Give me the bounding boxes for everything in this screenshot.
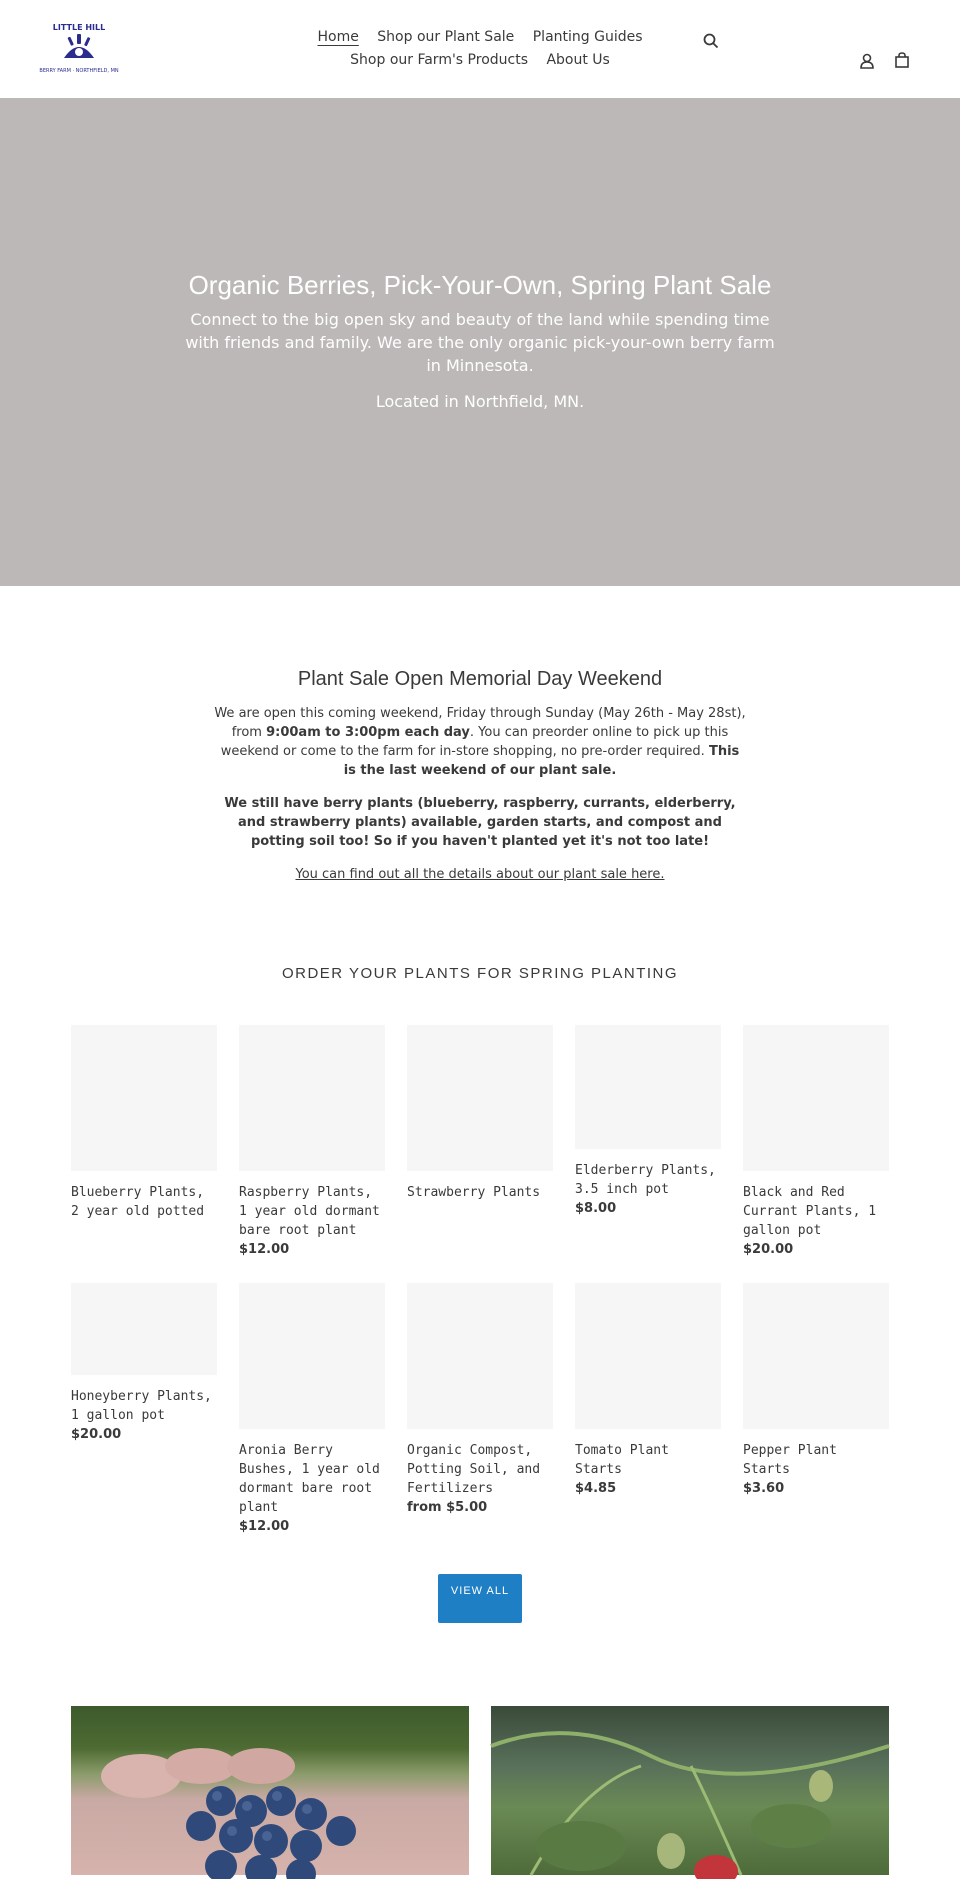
product-card[interactable] <box>743 1025 889 1259</box>
cart-icon[interactable] <box>891 49 913 71</box>
product-price: $3.60 <box>743 1481 785 1496</box>
main-nav <box>280 26 680 72</box>
product-name[interactable]: Blueberry Plants, 2 year old potted <box>71 1185 205 1219</box>
product-name[interactable]: Elderberry Plants, 3.5 inch pot <box>575 1163 716 1197</box>
hero-title: Organic Berries, Pick-Your-Own, Spring Plant Sale <box>188 270 772 300</box>
product-name[interactable]: Pepper Plant Starts <box>743 1443 837 1477</box>
notice-hours: 9:00am to 3:00pm each day <box>266 725 470 740</box>
product-name[interactable]: Strawberry Plants <box>407 1185 541 1200</box>
product-price: from $5.00 <box>407 1500 488 1515</box>
strawberries-image[interactable] <box>491 1706 889 1875</box>
product-image[interactable] <box>71 1283 217 1375</box>
notice-last-weekend: This is the last weekend of our plant sale. <box>343 744 740 778</box>
little-hill-logo[interactable] <box>39 14 119 84</box>
product-image[interactable] <box>575 1025 721 1149</box>
product-image[interactable] <box>239 1025 385 1171</box>
product-price: $8.00 <box>575 1201 617 1216</box>
product-name[interactable]: Aronia Berry Bushes, 1 year old dormant bare root plant <box>239 1443 380 1515</box>
notice-text: We are open this coming weekend, Friday through Sunday (May 26th - May 28st), from <box>214 706 746 740</box>
nav-farm-products[interactable]: Shop our Farm's Products <box>350 52 528 68</box>
product-name[interactable]: Raspberry Plants, 1 year old dormant bare root plant <box>239 1185 380 1238</box>
notice-availability: We still have berry plants (blueberry, raspberry, currants, elderberry, and strawberry plants) available, garden starts, and compost and potting soil too! So if you haven't planted yet it's not too late! <box>224 796 736 849</box>
product-image[interactable] <box>575 1283 721 1429</box>
product-price: $12.00 <box>239 1519 290 1534</box>
product-name[interactable]: Black and Red Currant Plants, 1 gallon pot <box>743 1185 877 1238</box>
hero-location: Located in Northfield, MN. <box>375 392 585 411</box>
site-header <box>0 0 960 98</box>
product-image[interactable] <box>407 1283 553 1429</box>
collection-title: ORDER YOUR PLANTS FOR SPRING PLANTING <box>281 965 679 982</box>
notice-text: . You can preorder online to pick up this weekend or come to the farm for in-store shopping, no pre-order required. <box>220 725 729 759</box>
product-card[interactable] <box>575 1283 721 1498</box>
blueberries-image[interactable] <box>71 1706 469 1875</box>
search-icon[interactable] <box>700 30 722 52</box>
product-card[interactable] <box>407 1025 553 1202</box>
notice-title: Plant Sale Open Memorial Day Weekend <box>297 668 663 690</box>
plant-sale-details-link[interactable]: You can find out all the details about our plant sale here. <box>295 867 665 882</box>
product-name[interactable]: Tomato Plant Starts <box>575 1443 669 1477</box>
account-icon[interactable] <box>856 50 878 72</box>
hero-text: Connect to the big open sky and beauty of the land while spending time with friends and family. We are the only organic pick-your-own berry farm in Minnesota. <box>185 310 775 375</box>
product-name[interactable]: Organic Compost, Potting Soil, and Fertilizers <box>407 1443 541 1496</box>
product-image[interactable] <box>239 1283 385 1429</box>
product-card[interactable] <box>71 1283 217 1444</box>
product-price: $20.00 <box>71 1427 122 1442</box>
product-image[interactable] <box>743 1283 889 1429</box>
product-card[interactable] <box>239 1025 385 1259</box>
nav-planting-guides[interactable]: Planting Guides <box>532 29 643 45</box>
product-card[interactable] <box>575 1025 721 1218</box>
product-image[interactable] <box>71 1025 217 1171</box>
product-price: $4.85 <box>575 1481 617 1496</box>
view-all-button[interactable]: VIEW ALL <box>438 1574 522 1623</box>
nav-home[interactable]: Home <box>317 29 359 45</box>
product-card[interactable] <box>239 1283 385 1536</box>
notice-body <box>214 704 746 898</box>
product-card[interactable] <box>743 1283 889 1498</box>
notice-paragraph-2 <box>214 794 746 851</box>
svg-text:LITTLE HILL: LITTLE HILL <box>52 23 106 32</box>
svg-text:BERRY FARM · NORTHFIELD, MN: BERRY FARM · NORTHFIELD, MN <box>39 68 119 74</box>
product-price: $20.00 <box>743 1242 794 1257</box>
product-price: $12.00 <box>239 1242 290 1257</box>
product-name[interactable]: Honeyberry Plants, 1 gallon pot <box>71 1389 212 1423</box>
notice-paragraph-1 <box>214 704 746 780</box>
nav-plant-sale[interactable]: Shop our Plant Sale <box>377 29 515 45</box>
nav-about[interactable]: About Us <box>546 52 610 68</box>
product-card[interactable] <box>407 1283 553 1517</box>
product-image[interactable] <box>407 1025 553 1171</box>
product-image[interactable] <box>743 1025 889 1171</box>
product-card[interactable] <box>71 1025 217 1221</box>
